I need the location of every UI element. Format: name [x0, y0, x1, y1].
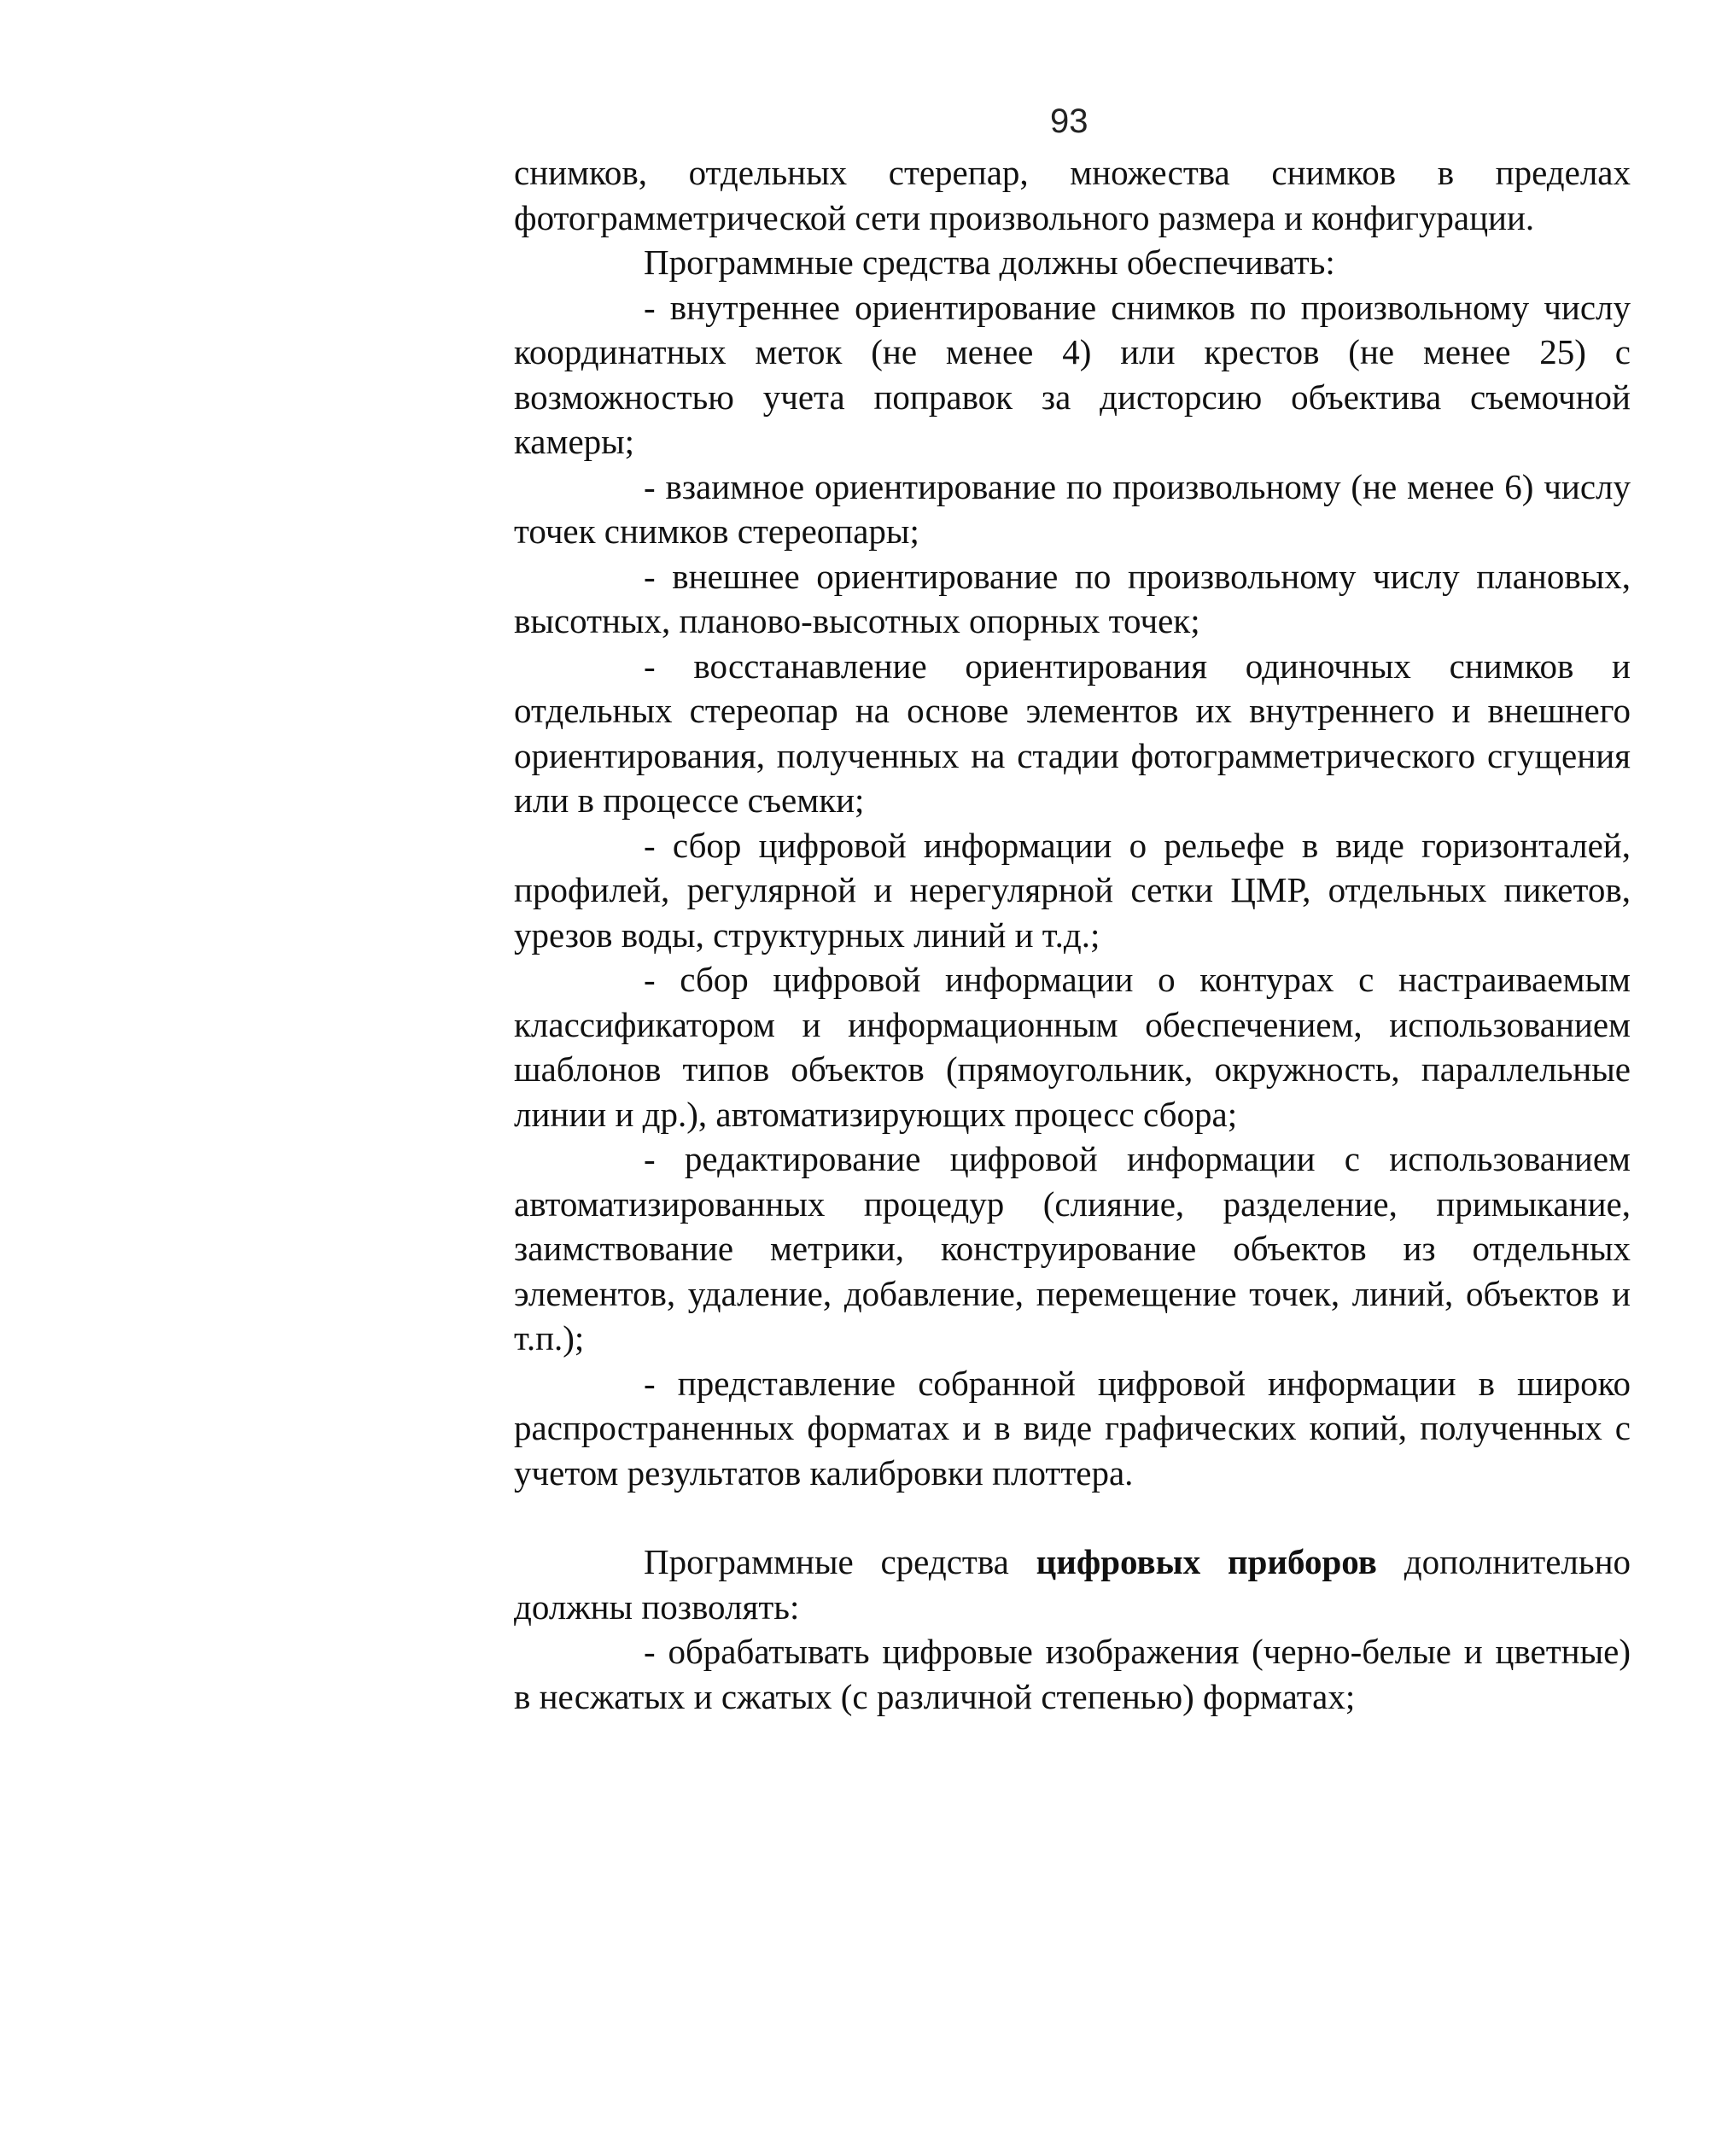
- list-item-interior-orientation: - внутреннее ориентирование снимков по произвольному числу координатных меток (не менее 4) или крестов (не менее 25) с возможностью учета поправок за дисторсию объектива съемочной камеры;: [514, 287, 1631, 461]
- list-item-orientation-restore: - восстанавление ориентирования одиночных снимков и отдельных стереопар на основе элементов их внутреннего и внешнего ориентирования, полученных на стадии фотограмметрического сгущения или в процессе съемки;: [514, 646, 1631, 820]
- list-item-contour-collection: - сбор цифровой информации о контурах с настраиваемым классификатором и информационным обеспечением, использованием шаблонов типов объектов (прямоугольник, окружность, параллельные линии и др.), автоматизирующих процесс сбора;: [514, 960, 1631, 1134]
- list-item-exterior-orientation: - внешнее ориентирование по произвольному числу плановых, высотных, планово-высотных опорных точек;: [514, 556, 1631, 640]
- paragraph-intro: Программные средства должны обеспечивать:: [644, 242, 1335, 282]
- document-body: [514, 150, 1631, 1719]
- digital-devices-lead: Программные средства: [644, 1542, 1009, 1581]
- list-item-relative-orientation: - взаимное ориентирование по произвольному (не менее 6) числу точек снимков стереопары;: [514, 466, 1631, 551]
- paragraph-continuation: снимков, отдельных стерепар, множества снимков в пределах фотограмметрической сети произвольного размера и конфигурации.: [514, 153, 1631, 237]
- page-number: 93: [1050, 102, 1088, 140]
- list-item-image-processing: - обрабатывать цифровые изображения (черно-белые и цветные) в несжатых и сжатых (с различной степенью) форматах;: [514, 1632, 1631, 1716]
- list-item-editing: - редактирование цифровой информации с использованием автоматизированных процедур (слияние, разделение, примыкание, заимствование метрики, конструирование объектов из отдельных элементов, удаление, добавление, перемещение точек, линий, объектов и т.п.);: [514, 1139, 1631, 1358]
- list-item-relief-collection: - сбор цифровой информации о рельефе в виде горизонталей, профилей, регулярной и нерегулярной сетки ЦМР, отдельных пикетов, урезов воды, структурных линий и т.д.;: [514, 825, 1631, 955]
- paragraph-digital-devices: [514, 1540, 1631, 1629]
- list-item-export: - представление собранной цифровой информации в широко распространенных форматах и в виде графических копий, полученных с учетом результатов калибровки плоттера.: [514, 1363, 1631, 1493]
- digital-devices-bold: цифровых приборов: [1036, 1542, 1377, 1581]
- digital-devices-tail: дополнительно должны позволять:: [514, 1542, 1631, 1627]
